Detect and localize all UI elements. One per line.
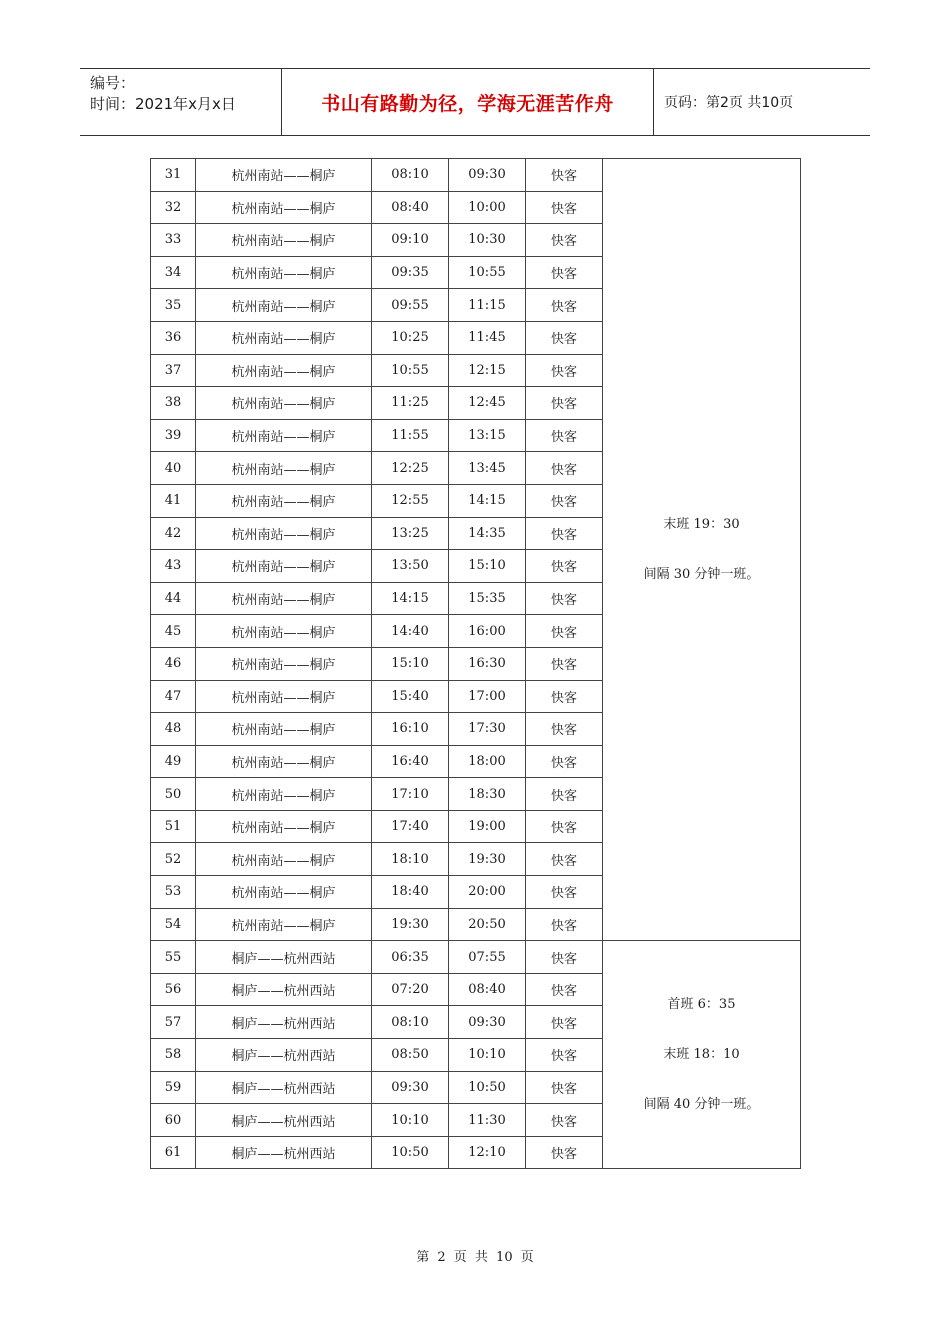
cell-depart-time: 14:15 xyxy=(372,582,449,615)
header-motto: 书山有路勤为径，学海无涯苦作舟 xyxy=(282,69,654,135)
cell-arrive-time: 18:30 xyxy=(449,778,526,811)
cell-service-type: 快客 xyxy=(526,1071,603,1104)
cell-route: 杭州南站——桐庐 xyxy=(196,908,372,941)
cell-route: 杭州南站——桐庐 xyxy=(196,550,372,583)
cell-route: 杭州南站——桐庐 xyxy=(196,615,372,648)
cell-number: 45 xyxy=(151,615,196,648)
cell-route: 桐庐——杭州西站 xyxy=(196,1039,372,1072)
cell-number: 59 xyxy=(151,1071,196,1104)
cell-depart-time: 08:10 xyxy=(372,159,449,192)
cell-route: 杭州南站——桐庐 xyxy=(196,321,372,354)
cell-number: 36 xyxy=(151,321,196,354)
cell-depart-time: 17:10 xyxy=(372,778,449,811)
cell-number: 44 xyxy=(151,582,196,615)
cell-arrive-time: 12:45 xyxy=(449,387,526,420)
cell-number: 61 xyxy=(151,1136,196,1169)
cell-arrive-time: 07:55 xyxy=(449,941,526,974)
cell-depart-time: 14:40 xyxy=(372,615,449,648)
header-page-label: 页码：第2页 共10页 xyxy=(664,95,794,111)
cell-number: 56 xyxy=(151,973,196,1006)
cell-arrive-time: 12:10 xyxy=(449,1136,526,1169)
cell-number: 41 xyxy=(151,484,196,517)
cell-route: 杭州南站——桐庐 xyxy=(196,224,372,257)
cell-route: 杭州南站——桐庐 xyxy=(196,810,372,843)
cell-arrive-time: 13:15 xyxy=(449,419,526,452)
cell-route: 杭州南站——桐庐 xyxy=(196,876,372,909)
cell-service-type: 快客 xyxy=(526,321,603,354)
cell-route: 杭州南站——桐庐 xyxy=(196,778,372,811)
cell-arrive-time: 19:30 xyxy=(449,843,526,876)
cell-route: 杭州南站——桐庐 xyxy=(196,484,372,517)
cell-route: 桐庐——杭州西站 xyxy=(196,941,372,974)
cell-arrive-time: 10:30 xyxy=(449,224,526,257)
cell-depart-time: 08:40 xyxy=(372,191,449,224)
cell-arrive-time: 08:40 xyxy=(449,973,526,1006)
cell-arrive-time: 11:15 xyxy=(449,289,526,322)
header-meta xyxy=(80,69,282,135)
cell-arrive-time: 15:10 xyxy=(449,550,526,583)
cell-depart-time: 11:25 xyxy=(372,387,449,420)
cell-arrive-time: 10:50 xyxy=(449,1071,526,1104)
cell-service-type: 快客 xyxy=(526,973,603,1006)
cell-arrive-time: 10:00 xyxy=(449,191,526,224)
cell-depart-time: 18:10 xyxy=(372,843,449,876)
cell-depart-time: 19:30 xyxy=(372,908,449,941)
cell-number: 38 xyxy=(151,387,196,420)
cell-arrive-time: 10:55 xyxy=(449,256,526,289)
cell-service-type: 快客 xyxy=(526,1039,603,1072)
cell-number: 49 xyxy=(151,745,196,778)
cell-service-type: 快客 xyxy=(526,191,603,224)
cell-service-type: 快客 xyxy=(526,159,603,192)
cell-route: 杭州南站——桐庐 xyxy=(196,843,372,876)
cell-depart-time: 10:25 xyxy=(372,321,449,354)
cell-number: 31 xyxy=(151,159,196,192)
note-line: 末班 19：30 xyxy=(663,516,740,532)
cell-depart-time: 09:10 xyxy=(372,224,449,257)
cell-number: 54 xyxy=(151,908,196,941)
cell-route: 桐庐——杭州西站 xyxy=(196,1071,372,1104)
cell-arrive-time: 12:15 xyxy=(449,354,526,387)
cell-depart-time: 09:55 xyxy=(372,289,449,322)
cell-route: 桐庐——杭州西站 xyxy=(196,1136,372,1169)
page-header xyxy=(80,68,870,136)
page-footer: 第 2 页 共 10 页 xyxy=(416,1250,534,1265)
cell-depart-time: 18:40 xyxy=(372,876,449,909)
cell-service-type: 快客 xyxy=(526,647,603,680)
cell-arrive-time: 17:30 xyxy=(449,713,526,746)
cell-number: 43 xyxy=(151,550,196,583)
cell-route: 桐庐——杭州西站 xyxy=(196,973,372,1006)
cell-route: 杭州南站——桐庐 xyxy=(196,289,372,322)
cell-arrive-time: 20:50 xyxy=(449,908,526,941)
cell-service-type: 快客 xyxy=(526,452,603,485)
cell-route: 杭州南站——桐庐 xyxy=(196,387,372,420)
cell-number: 35 xyxy=(151,289,196,322)
cell-depart-time: 13:50 xyxy=(372,550,449,583)
cell-arrive-time: 15:35 xyxy=(449,582,526,615)
cell-depart-time: 12:55 xyxy=(372,484,449,517)
date-label: 时间：2021年x月x日 xyxy=(90,95,236,113)
cell-service-type: 快客 xyxy=(526,1136,603,1169)
cell-depart-time: 16:10 xyxy=(372,713,449,746)
cell-depart-time: 11:55 xyxy=(372,419,449,452)
cell-arrive-time: 13:45 xyxy=(449,452,526,485)
table-row xyxy=(151,941,801,974)
cell-route: 杭州南站——桐庐 xyxy=(196,647,372,680)
cell-arrive-time: 14:15 xyxy=(449,484,526,517)
cell-number: 60 xyxy=(151,1104,196,1137)
cell-route: 杭州南站——桐庐 xyxy=(196,713,372,746)
cell-arrive-time: 09:30 xyxy=(449,159,526,192)
cell-arrive-time: 16:30 xyxy=(449,647,526,680)
cell-number: 40 xyxy=(151,452,196,485)
cell-arrive-time: 11:30 xyxy=(449,1104,526,1137)
cell-service-type: 快客 xyxy=(526,615,603,648)
cell-number: 39 xyxy=(151,419,196,452)
cell-depart-time: 08:10 xyxy=(372,1006,449,1039)
cell-route: 杭州南站——桐庐 xyxy=(196,680,372,713)
cell-arrive-time: 14:35 xyxy=(449,517,526,550)
cell-arrive-time: 11:45 xyxy=(449,321,526,354)
cell-number: 48 xyxy=(151,713,196,746)
schedule-note xyxy=(603,159,801,941)
cell-service-type: 快客 xyxy=(526,1006,603,1039)
cell-depart-time: 06:35 xyxy=(372,941,449,974)
schedule-body xyxy=(151,159,801,1169)
cell-service-type: 快客 xyxy=(526,1104,603,1137)
cell-route: 杭州南站——桐庐 xyxy=(196,582,372,615)
cell-service-type: 快客 xyxy=(526,354,603,387)
cell-number: 58 xyxy=(151,1039,196,1072)
cell-service-type: 快客 xyxy=(526,680,603,713)
cell-depart-time: 17:40 xyxy=(372,810,449,843)
cell-route: 杭州南站——桐庐 xyxy=(196,419,372,452)
cell-service-type: 快客 xyxy=(526,713,603,746)
cell-depart-time: 15:40 xyxy=(372,680,449,713)
cell-number: 53 xyxy=(151,876,196,909)
cell-route: 杭州南站——桐庐 xyxy=(196,159,372,192)
cell-arrive-time: 18:00 xyxy=(449,745,526,778)
cell-service-type: 快客 xyxy=(526,810,603,843)
cell-arrive-time: 09:30 xyxy=(449,1006,526,1039)
cell-service-type: 快客 xyxy=(526,876,603,909)
cell-route: 杭州南站——桐庐 xyxy=(196,745,372,778)
cell-number: 47 xyxy=(151,680,196,713)
cell-number: 34 xyxy=(151,256,196,289)
note-line: 间隔 40 分钟一班。 xyxy=(643,1096,760,1112)
cell-arrive-time: 10:10 xyxy=(449,1039,526,1072)
cell-arrive-time: 17:00 xyxy=(449,680,526,713)
cell-service-type: 快客 xyxy=(526,778,603,811)
cell-route: 桐庐——杭州西站 xyxy=(196,1006,372,1039)
cell-route: 杭州南站——桐庐 xyxy=(196,191,372,224)
cell-service-type: 快客 xyxy=(526,582,603,615)
cell-route: 桐庐——杭州西站 xyxy=(196,1104,372,1137)
cell-number: 46 xyxy=(151,647,196,680)
cell-depart-time: 08:50 xyxy=(372,1039,449,1072)
cell-depart-time: 13:25 xyxy=(372,517,449,550)
cell-route: 杭州南站——桐庐 xyxy=(196,354,372,387)
cell-route: 杭州南站——桐庐 xyxy=(196,452,372,485)
cell-service-type: 快客 xyxy=(526,908,603,941)
cell-service-type: 快客 xyxy=(526,941,603,974)
cell-service-type: 快客 xyxy=(526,387,603,420)
cell-depart-time: 09:30 xyxy=(372,1071,449,1104)
cell-depart-time: 16:40 xyxy=(372,745,449,778)
cell-number: 50 xyxy=(151,778,196,811)
note-line: 首班 6：35 xyxy=(667,996,736,1012)
table-row xyxy=(151,159,801,192)
cell-number: 33 xyxy=(151,224,196,257)
cell-number: 32 xyxy=(151,191,196,224)
note-line: 末班 18：10 xyxy=(663,1046,740,1062)
cell-service-type: 快客 xyxy=(526,256,603,289)
cell-number: 42 xyxy=(151,517,196,550)
cell-number: 52 xyxy=(151,843,196,876)
cell-number: 55 xyxy=(151,941,196,974)
cell-depart-time: 12:25 xyxy=(372,452,449,485)
schedule-table xyxy=(150,158,801,1169)
cell-service-type: 快客 xyxy=(526,745,603,778)
cell-depart-time: 09:35 xyxy=(372,256,449,289)
note-line: 间隔 30 分钟一班。 xyxy=(643,566,760,582)
serial-label: 编号： xyxy=(90,74,136,92)
cell-service-type: 快客 xyxy=(526,289,603,322)
cell-arrive-time: 20:00 xyxy=(449,876,526,909)
cell-number: 51 xyxy=(151,810,196,843)
cell-service-type: 快客 xyxy=(526,843,603,876)
schedule-note xyxy=(603,941,801,1169)
cell-service-type: 快客 xyxy=(526,419,603,452)
cell-depart-time: 07:20 xyxy=(372,973,449,1006)
cell-arrive-time: 16:00 xyxy=(449,615,526,648)
cell-number: 37 xyxy=(151,354,196,387)
cell-route: 杭州南站——桐庐 xyxy=(196,256,372,289)
cell-arrive-time: 19:00 xyxy=(449,810,526,843)
cell-depart-time: 10:10 xyxy=(372,1104,449,1137)
cell-depart-time: 15:10 xyxy=(372,647,449,680)
cell-route: 杭州南站——桐庐 xyxy=(196,517,372,550)
cell-depart-time: 10:50 xyxy=(372,1136,449,1169)
cell-service-type: 快客 xyxy=(526,224,603,257)
cell-service-type: 快客 xyxy=(526,517,603,550)
cell-number: 57 xyxy=(151,1006,196,1039)
cell-depart-time: 10:55 xyxy=(372,354,449,387)
cell-service-type: 快客 xyxy=(526,550,603,583)
cell-service-type: 快客 xyxy=(526,484,603,517)
